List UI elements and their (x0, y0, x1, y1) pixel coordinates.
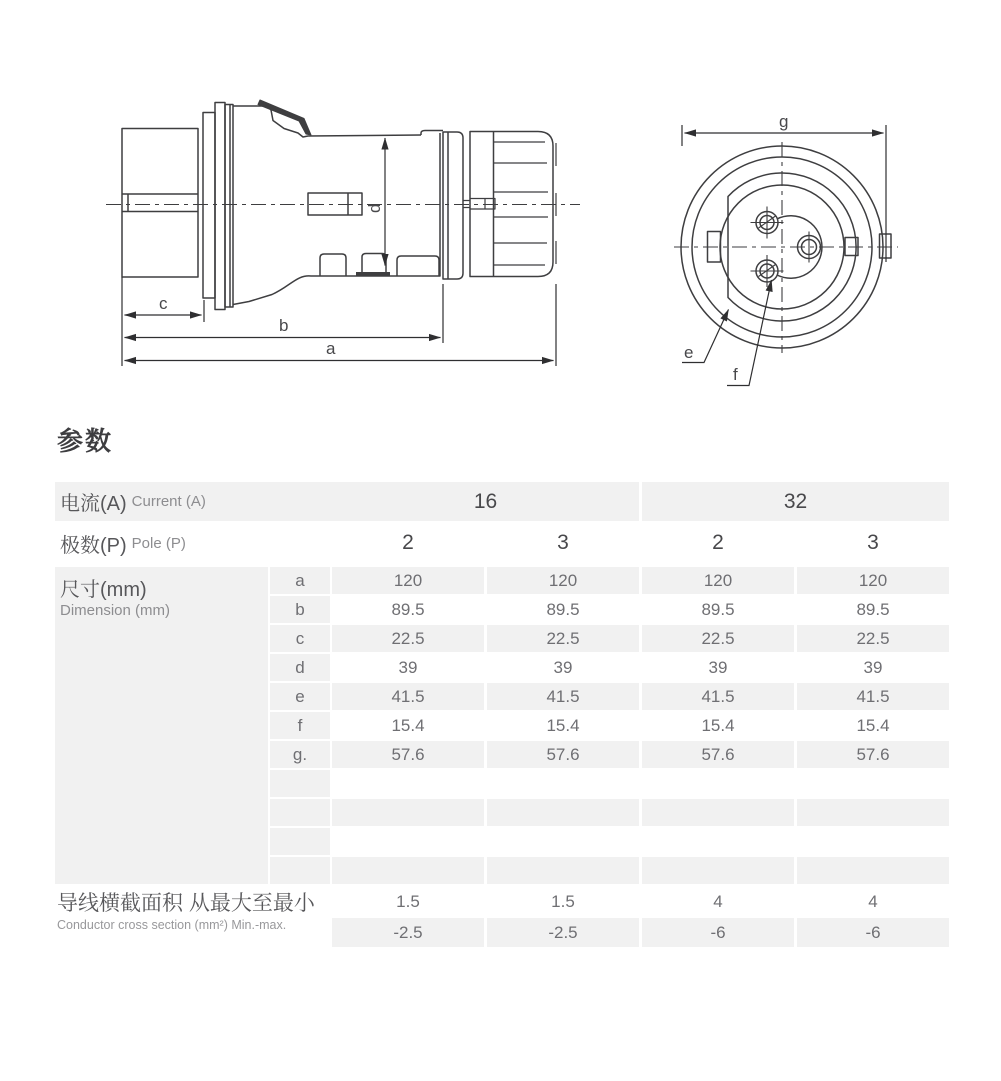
dim-value: 57.6 (797, 741, 949, 768)
dim-value: 41.5 (332, 683, 484, 710)
conductor-max-value: -2.5 (332, 918, 484, 947)
dim-value: 41.5 (487, 683, 639, 710)
dim-key: c (270, 625, 330, 652)
pole-value: 2 (402, 531, 414, 554)
dim-label-b: b (279, 316, 289, 335)
dim-value: 22.5 (797, 625, 949, 652)
dim-value: 120 (642, 567, 794, 594)
conductor-min-value: 4 (713, 891, 723, 911)
dim-value: 57.6 (642, 741, 794, 768)
current-label-cell (55, 482, 332, 521)
dim-value: 15.4 (546, 715, 580, 735)
dim-value: 89.5 (701, 599, 735, 619)
dimension-label-en: Dimension (mm) (60, 602, 171, 619)
front-view-drawing (674, 142, 898, 353)
dim-key: d (270, 654, 330, 681)
dim-value: 89.5 (856, 599, 890, 619)
conductor-label-cell (57, 887, 367, 932)
dim-key: g. (270, 741, 330, 768)
pole-value: 2 (712, 531, 724, 554)
dim-value: 15.4 (701, 715, 735, 735)
conductor-max-value: -6 (642, 918, 794, 947)
dim-value: 22.5 (487, 625, 639, 652)
pin-top (751, 207, 784, 239)
side-view-dimensions (122, 138, 556, 366)
parameter-table (55, 482, 949, 947)
dimension-label-zh: 尺寸(mm) (60, 579, 147, 601)
conductor-label-en: Conductor cross section (mm²) Min.-max. (57, 918, 287, 932)
dim-value: 120 (487, 567, 639, 594)
pole-label-zh: 极数(P) (60, 534, 127, 557)
dim-label-a: a (326, 339, 336, 358)
current-label-en: Current (A) (131, 493, 206, 510)
dim-label-f: f (733, 365, 738, 384)
dim-label-c: c (159, 294, 168, 313)
pole-label-en: Pole (P) (131, 534, 186, 552)
pole-value: 3 (867, 531, 879, 554)
dim-value: 41.5 (797, 683, 949, 710)
dimension-label-cell (55, 567, 268, 884)
dim-value: 22.5 (332, 625, 484, 652)
dim-value: 89.5 (546, 599, 580, 619)
pole-value: 3 (557, 531, 569, 554)
dim-label-g: g (779, 112, 789, 131)
dim-label-e: e (684, 343, 694, 362)
extension-lines (122, 277, 556, 366)
dim-value: 120 (332, 567, 484, 594)
side-view-drawing (106, 100, 580, 310)
table-row-current (55, 482, 949, 521)
dim-value: 57.6 (487, 741, 639, 768)
conductor-max-value: -2.5 (487, 918, 639, 947)
dim-value: 39 (398, 657, 418, 677)
dim-value: 22.5 (642, 625, 794, 652)
conductor-label-zh: 导线横截面积 从最大至最小 (57, 892, 315, 915)
dim-value: 89.5 (391, 599, 425, 619)
dim-key: a (270, 567, 330, 594)
pole-label-cell (55, 524, 332, 562)
dim-value: 15.4 (391, 715, 425, 735)
dim-value: 39 (708, 657, 728, 677)
page-title: 参数 (57, 426, 114, 456)
dim-value: 39 (553, 657, 573, 677)
current-label-zh: 电流(A) (60, 493, 127, 515)
conductor-max-value: -6 (797, 918, 949, 947)
conductor-min-value: 1.5 (396, 891, 420, 911)
conductor-min-value: 1.5 (551, 891, 575, 911)
pin-right (798, 232, 821, 263)
dim-key: b (270, 596, 330, 623)
pin-bottom (751, 255, 784, 287)
table-row-pole (55, 524, 949, 562)
dim-value: 57.6 (332, 741, 484, 768)
conductor-min-value: 4 (868, 891, 878, 911)
dim-value: 41.5 (642, 683, 794, 710)
dim-value: 15.4 (856, 715, 890, 735)
dim-key: e (270, 683, 330, 710)
dim-value: 120 (797, 567, 949, 594)
current-group-32: 32 (642, 482, 949, 521)
technical-drawing (0, 0, 1001, 430)
dim-value: 39 (863, 657, 883, 677)
dim-key: f (270, 712, 330, 739)
dim-label-d: d (365, 203, 384, 213)
current-group-16: 16 (332, 482, 639, 521)
